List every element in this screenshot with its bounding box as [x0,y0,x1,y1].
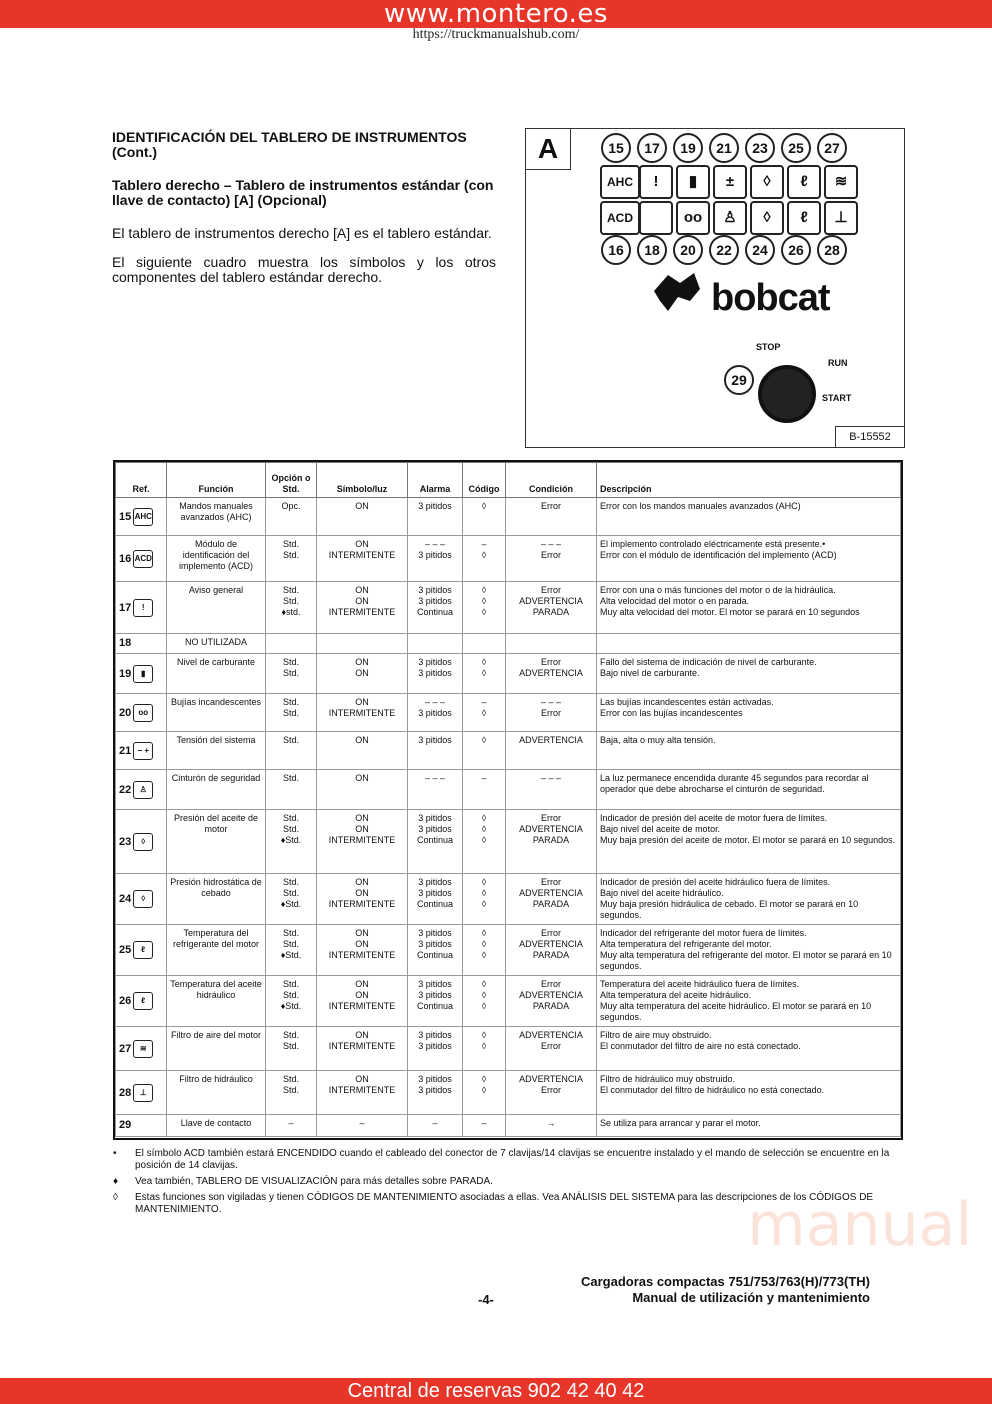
cell-option: Std. Std. [266,654,317,694]
cell-condition: ADVERTENCIA Error [506,1071,597,1115]
table-row [116,654,901,694]
cell-symbol: ON INTERMITENTE [317,1027,408,1071]
cell-option: Std. Std. ♦std. [266,582,317,634]
cell-description: Filtro de aire muy obstruido. El conmutador del filtro de aire no está conectado. [597,1027,901,1071]
col-alarm: Alarma [408,463,463,498]
cell-function: Filtro de aire del motor [167,1027,266,1071]
indicator-symbol-icon: ⊥ [133,1084,153,1102]
cell-alarm: 3 pitidos [408,732,463,770]
indicator-symbol-icon: ACD [133,550,153,568]
cell-alarm: – – – 3 pitidos [408,536,463,582]
ref-number: 27 [119,1042,132,1055]
cell-symbol: ON ON INTERMITENTE [317,925,408,976]
cell-symbol: ON ON [317,654,408,694]
cell-description: Indicador del refrigerante del motor fuera de límites. Alta temperatura del refrigerante del motor. Muy alta temperatura del refrigerante del motor. El motor se parará en 10 segundos. [597,925,901,976]
indicator-symbol-icon: oo [133,704,153,722]
cell-alarm [408,634,463,654]
indicator-symbol-icon: ! [133,599,153,617]
indicator-symbol-icon: ▮ [133,665,153,683]
ref-number: 17 [119,601,132,614]
cell-alarm: – – – 3 pitidos [408,694,463,732]
cell-condition [506,634,597,654]
warning-icon: ! [639,165,673,199]
cell-ref [116,976,167,1027]
cell-description: Indicador de presión del aceite hidráulico fuera de límites. Bajo nivel del aceite hidráulico. Muy baja presión hidráulica de cebado. El motor se parará en 10 segundos. [597,874,901,925]
table-row [116,874,901,925]
ref-number: 24 [119,892,132,905]
table-row [116,1027,901,1071]
acd-indicator-icon: ACD [600,201,640,235]
key-callout: 29 [724,365,754,395]
ignition-key-icon [758,365,816,423]
cell-symbol: ON ON INTERMITENTE [317,582,408,634]
ref-number: 28 [119,1086,132,1099]
indicator-table [113,460,903,1140]
cell-alarm: 3 pitidos 3 pitidos Continua [408,582,463,634]
page-number: -4- [478,1292,494,1307]
table-row [116,498,901,536]
cell-ref [116,654,167,694]
hydraulic-filter-icon: ⊥ [824,201,858,235]
ref-number: 18 [119,637,132,649]
indicator-symbol-icon: ℓ [133,992,153,1010]
ref-number: 19 [119,667,132,680]
cell-option: Std. Std. ♦Std. [266,810,317,874]
cell-ref [116,1071,167,1115]
cell-condition: – – – [506,770,597,810]
intro-paragraph-2: El siguiente cuadro muestra los símbolos y los otros componentes del tablero estándar derecho. [112,254,496,285]
battery-icon: ± [713,165,747,199]
cell-option: Std. [266,732,317,770]
coolant-temp-icon: ℓ [787,165,821,199]
cell-function: Presión hidrostática de cebado [167,874,266,925]
footnote-text: Estas funciones son vigiladas y tienen CÓDIGOS DE MANTENIMIENTO asociadas a ellas. Vea ANÁLISIS DEL SISTEMA para las descripciones de los CÓDIGOS DE MANTENIMIENTO. [135,1192,874,1215]
cell-code: ◊ ◊ ◊ [463,810,506,874]
booking-banner: Central de reservas 902 42 40 42 [0,1378,992,1404]
cell-code: – ◊ [463,536,506,582]
indicator-symbol-icon: ≋ [133,1040,153,1058]
cell-alarm: 3 pitidos 3 pitidos Continua [408,810,463,874]
table-row [116,732,901,770]
indicator-symbol-icon: ◊ [133,890,153,908]
table-body [116,498,901,1137]
cell-option: Std. [266,770,317,810]
col-symbol: Símbolo/luz [317,463,408,498]
figure-code: B-15552 [835,426,904,447]
section-subtitle: Tablero derecho – Tablero de instrumentos estándar (con llave de contacto) [A] (Opcional) [112,177,494,208]
cell-symbol: ON INTERMITENTE [317,694,408,732]
cell-condition: → [506,1115,597,1137]
cell-condition: ADVERTENCIA Error [506,1027,597,1071]
cell-alarm: – [408,1115,463,1137]
cell-code: ◊ [463,498,506,536]
table-row [116,976,901,1027]
indicator-symbol-icon: − + [133,742,153,760]
callout-number: 20 [673,235,703,265]
callout-number: 24 [745,235,775,265]
cell-symbol: ON INTERMITENTE [317,536,408,582]
figure-letter: A [526,129,571,170]
footnote-text: Vea también, TABLERO DE VISUALIZACIÓN para más detalles sobre PARADA. [135,1176,493,1187]
fuel-icon: ▮ [676,165,710,199]
brand-logo: bobcat [711,277,830,319]
cell-condition: – – – Error [506,536,597,582]
table-row [116,770,901,810]
cell-function: Presión del aceite de motor [167,810,266,874]
cell-condition: Error ADVERTENCIA PARADA [506,976,597,1027]
cell-symbol: ON ON INTERMITENTE [317,810,408,874]
cell-description: Error con los mandos manuales avanzados (AHC) [597,498,901,536]
hydrostatic-icon: ◊ [750,201,784,235]
table-row [116,634,901,654]
ref-number: 16 [119,552,132,565]
table-header-row [116,463,901,498]
cell-symbol [317,634,408,654]
col-description: Descripción [597,463,901,498]
cell-description: El implemento controlado eléctricamente está presente.• Error con el módulo de identificación del implemento (ACD) [597,536,901,582]
cell-description: Filtro de hidráulico muy obstruido. El conmutador del filtro de hidráulico no está conectado. [597,1071,901,1115]
callout-number: 28 [817,235,847,265]
cell-symbol: – [317,1115,408,1137]
cell-code: ◊ ◊ [463,1071,506,1115]
cell-condition: Error ADVERTENCIA PARADA [506,810,597,874]
cell-code: ◊ ◊ ◊ [463,976,506,1027]
indicator-symbol-icon: ♙ [133,781,153,799]
table-row [116,536,901,582]
ref-number: 21 [119,744,132,757]
cell-function: Cinturón de seguridad [167,770,266,810]
cell-description: Baja, alta o muy alta tensión. [597,732,901,770]
footnote-text: El símbolo ACD también estará ENCENDIDO cuando el cableado del conector de 7 clavijas/14 clavijas se encuentre instalado y el mando de selección se encuentre en la posición de 14 clavijas. [135,1148,890,1171]
cell-alarm: 3 pitidos 3 pitidos Continua [408,925,463,976]
cell-ref [116,770,167,810]
footnote [113,1148,899,1172]
section-title: IDENTIFICACIÓN DEL TABLERO DE INSTRUMENTOS (Cont.) [112,129,467,160]
cell-condition: Error ADVERTENCIA PARADA [506,582,597,634]
table-row [116,1115,901,1137]
footnote-mark: ◊ [113,1192,118,1203]
manual-title-line-2: Manual de utilización y mantenimiento [632,1290,870,1305]
cell-condition: – – – Error [506,694,597,732]
cell-alarm: – – – [408,770,463,810]
cell-option: Std. Std. [266,536,317,582]
intro-section [112,130,496,299]
cell-alarm: 3 pitidos 3 pitidos [408,1071,463,1115]
oil-pressure-icon: ◊ [750,165,784,199]
ref-number: 15 [119,510,132,523]
cell-option: Std. Std. [266,1027,317,1071]
table-row [116,694,901,732]
cell-condition: Error [506,498,597,536]
cell-function: Nivel de carburante [167,654,266,694]
table-row [116,582,901,634]
cell-alarm: 3 pitidos 3 pitidos Continua [408,874,463,925]
manual-title [530,1274,870,1306]
cell-description: Error con una o más funciones del motor o de la hidráulica. Alta velocidad del motor o en parada. Muy alta velocidad del motor. El motor se parará en 10 segundos [597,582,901,634]
ref-number: 22 [119,783,132,796]
cell-code: ◊ ◊ ◊ [463,582,506,634]
site-name[interactable]: www.montero.es [384,0,608,29]
indicator-symbol-icon: ◊ [133,833,153,851]
cell-option: Std. Std. [266,694,317,732]
cell-code [463,634,506,654]
cell-function: Llave de contacto [167,1115,266,1137]
cell-option: Std. Std. ♦Std. [266,925,317,976]
callout-number: 26 [781,235,811,265]
source-url[interactable]: https://truckmanualshub.com/ [412,27,580,42]
cell-alarm: 3 pitidos [408,498,463,536]
indicator-symbol-icon: ℓ [133,941,153,959]
callout-number: 17 [637,133,667,163]
glow-plug-icon: oo [676,201,710,235]
cell-ref [116,582,167,634]
cell-function: Bujías incandescentes [167,694,266,732]
indicator-symbol-icon: AHC [133,508,153,526]
site-banner[interactable] [0,0,992,28]
ref-number: 20 [119,706,132,719]
cell-option: Opc. [266,498,317,536]
run-label: RUN [828,358,848,368]
cell-code: ◊ [463,732,506,770]
footnotes [113,1148,899,1220]
cell-function: Mandos manuales avanzados (AHC) [167,498,266,536]
cell-condition: Error ADVERTENCIA PARADA [506,874,597,925]
cell-function: Temperatura del aceite hidráulico [167,976,266,1027]
seat-belt-icon: ♙ [713,201,747,235]
cell-alarm: 3 pitidos 3 pitidos [408,1027,463,1071]
ahc-indicator-icon: AHC [600,165,640,199]
cell-ref [116,694,167,732]
cell-option [266,634,317,654]
cell-ref [116,634,167,654]
cell-code: ◊ ◊ [463,1027,506,1071]
callout-number: 22 [709,235,739,265]
watermark-word: manual [747,1190,972,1260]
footnote-mark: • [113,1148,117,1159]
col-code: Código [463,463,506,498]
col-condition: Condición [506,463,597,498]
cell-ref [116,1115,167,1137]
ref-number: 23 [119,835,132,848]
cell-ref [116,810,167,874]
footnote [113,1176,899,1188]
start-label: START [822,393,852,403]
cell-symbol: ON ON INTERMITENTE [317,976,408,1027]
ref-number: 25 [119,943,132,956]
cell-option: Std. Std. ♦Std. [266,874,317,925]
callout-number: 15 [601,133,631,163]
callout-number: 25 [781,133,811,163]
cell-symbol: ON INTERMITENTE [317,1071,408,1115]
callout-number: 18 [637,235,667,265]
cell-function: Tensión del sistema [167,732,266,770]
cell-condition: Error ADVERTENCIA PARADA [506,925,597,976]
table-row [116,925,901,976]
bobcat-logo-icon [650,271,706,315]
col-function: Función [167,463,266,498]
unused-icon [639,201,673,235]
callout-number: 27 [817,133,847,163]
cell-ref [116,536,167,582]
cell-code: – [463,1115,506,1137]
cell-ref [116,1027,167,1071]
cell-ref [116,732,167,770]
callout-number: 19 [673,133,703,163]
cell-ref [116,925,167,976]
callout-number: 21 [709,133,739,163]
cell-condition: ADVERTENCIA [506,732,597,770]
cell-option: Std. Std. ♦Std. [266,976,317,1027]
cell-function: Filtro de hidráulico [167,1071,266,1115]
cell-code: ◊ ◊ ◊ [463,925,506,976]
stop-label: STOP [756,342,781,352]
cell-code: – [463,770,506,810]
footnote [113,1192,899,1216]
cell-ref [116,498,167,536]
cell-alarm: 3 pitidos 3 pitidos [408,654,463,694]
col-ref: Ref. [116,463,167,498]
cell-description: Se utiliza para arrancar y parar el motor. [597,1115,901,1137]
cell-function: Aviso general [167,582,266,634]
cell-option: Std. Std. [266,1071,317,1115]
intro-paragraph-1: El tablero de instrumentos derecho [A] es el tablero estándar. [112,225,492,241]
cell-description: Fallo del sistema de indicación de nivel de carburante. Bajo nivel de carburante. [597,654,901,694]
cell-code: ◊ ◊ ◊ [463,874,506,925]
callout-number: 23 [745,133,775,163]
hydraulic-temp-icon: ℓ [787,201,821,235]
cell-option: – [266,1115,317,1137]
table-row [116,810,901,874]
cell-description: Las bujías incandescentes están activadas. Error con las bujías incandescentes [597,694,901,732]
cell-description [597,634,901,654]
ref-number: 29 [119,1119,132,1131]
cell-symbol: ON [317,770,408,810]
cell-function: Módulo de identificación del implemento (ACD) [167,536,266,582]
table-row [116,1071,901,1115]
cell-code: ◊ ◊ [463,654,506,694]
air-filter-icon: ≋ [824,165,858,199]
instrument-panel-figure [525,128,905,448]
cell-function: NO UTILIZADA [167,634,266,654]
footnote-mark: ♦ [113,1176,119,1187]
col-option: Opción o Std. [266,463,317,498]
cell-condition: Error ADVERTENCIA [506,654,597,694]
cell-description: Indicador de presión del aceite de motor fuera de límites. Bajo nivel del aceite de motor. Muy baja presión del aceite de motor. El motor se parará en 10 segundos. [597,810,901,874]
cell-symbol: ON ON INTERMITENTE [317,874,408,925]
cell-symbol: ON [317,498,408,536]
callout-number: 16 [601,235,631,265]
cell-ref [116,874,167,925]
cell-code: – ◊ [463,694,506,732]
cell-symbol: ON [317,732,408,770]
manual-title-line-1: Cargadoras compactas 751/753/763(H)/773(TH) [580,1274,870,1289]
ref-number: 26 [119,994,132,1007]
cell-description: Temperatura del aceite hidráulico fuera de límites. Alta temperatura del aceite hidráulico. Muy alta temperatura del aceite hidráulico. El motor se parará en 10 segundos. [597,976,901,1027]
cell-function: Temperatura del refrigerante del motor [167,925,266,976]
cell-description: La luz permanece encendida durante 45 segundos para recordar al operador que debe abrocharse el cinturón de seguridad. [597,770,901,810]
cell-alarm: 3 pitidos 3 pitidos Continua [408,976,463,1027]
